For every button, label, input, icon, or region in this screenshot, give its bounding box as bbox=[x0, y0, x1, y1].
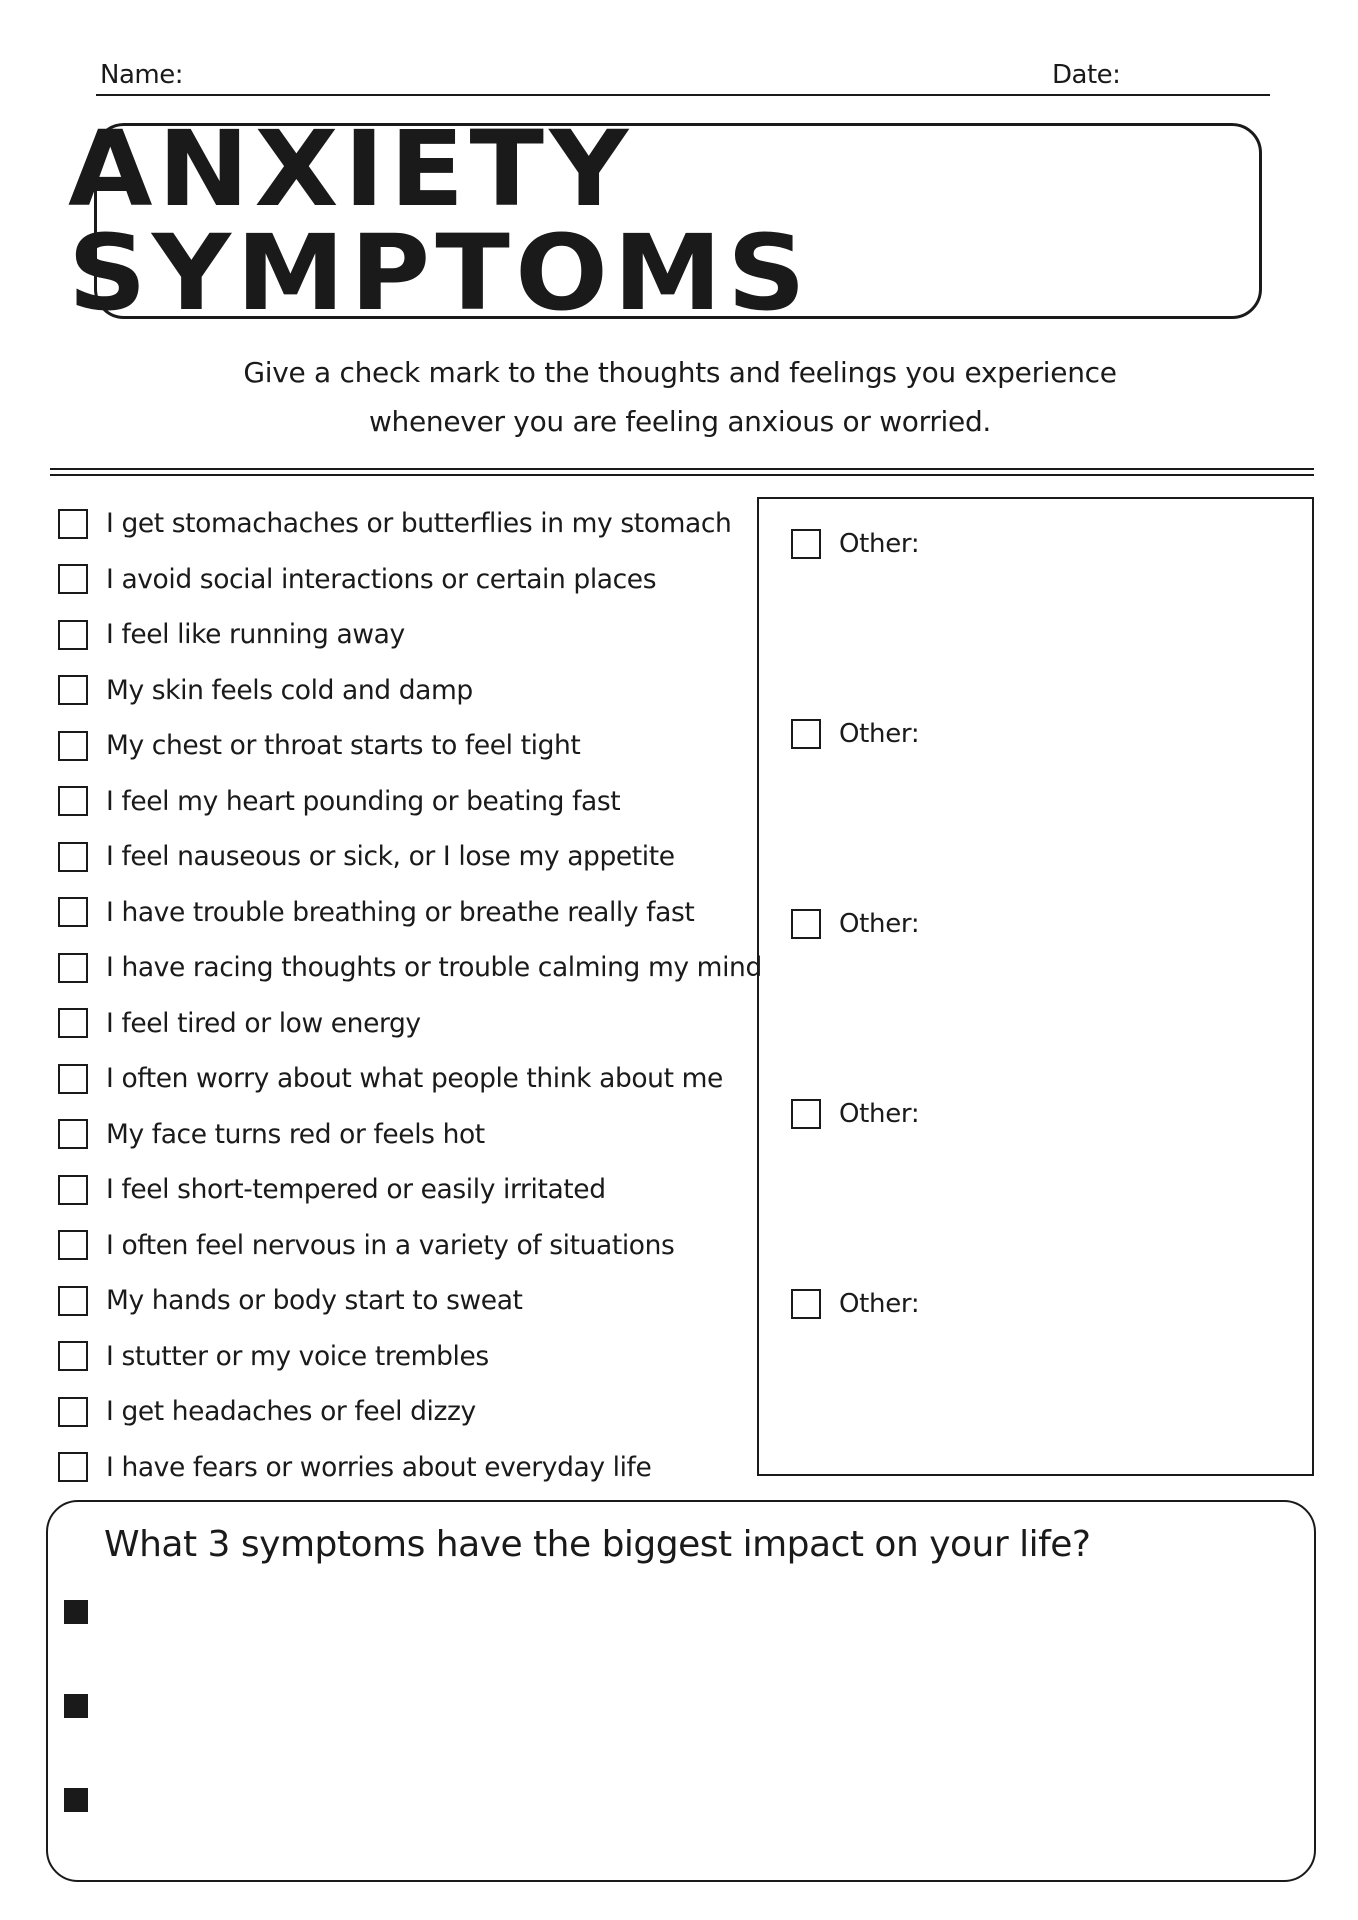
symptom-label: I avoid social interactions or certain places bbox=[106, 563, 657, 595]
title-box bbox=[67, 108, 1262, 334]
checkbox[interactable] bbox=[58, 897, 88, 927]
checkbox[interactable] bbox=[58, 1175, 88, 1205]
list-item[interactable] bbox=[58, 829, 738, 885]
symptom-label: I get headaches or feel dizzy bbox=[106, 1396, 476, 1428]
symptom-label: I have racing thoughts or trouble calming my mind bbox=[106, 952, 762, 984]
name-label: Name: bbox=[100, 60, 183, 90]
list-item[interactable] bbox=[58, 1329, 738, 1385]
checkbox[interactable] bbox=[58, 1119, 88, 1149]
symptom-label: I feel tired or low energy bbox=[106, 1007, 421, 1039]
double-rule-divider bbox=[50, 468, 1314, 476]
symptom-label: I feel my heart pounding or beating fast bbox=[106, 785, 621, 817]
checkbox[interactable] bbox=[58, 1452, 88, 1482]
checkbox[interactable] bbox=[791, 529, 821, 559]
date-label: Date: bbox=[1052, 60, 1121, 90]
checkbox[interactable] bbox=[58, 1286, 88, 1316]
checkbox[interactable] bbox=[58, 953, 88, 983]
symptom-label: I feel nauseous or sick, or I lose my appetite bbox=[106, 841, 675, 873]
symptom-checklist bbox=[58, 496, 762, 1495]
list-item[interactable] bbox=[58, 774, 738, 830]
checkbox[interactable] bbox=[58, 675, 88, 705]
symptom-label: I often worry about what people think about me bbox=[106, 1063, 723, 1095]
checkbox[interactable] bbox=[58, 1064, 88, 1094]
checkbox[interactable] bbox=[58, 842, 88, 872]
header-line bbox=[96, 60, 1270, 96]
bullet-square-icon bbox=[64, 1694, 88, 1718]
checkbox[interactable] bbox=[58, 509, 88, 539]
symptom-label: I feel like running away bbox=[106, 619, 405, 651]
other-box bbox=[757, 497, 1314, 1476]
list-item[interactable] bbox=[58, 1107, 738, 1163]
symptom-label: My hands or body start to sweat bbox=[106, 1285, 523, 1317]
list-item[interactable] bbox=[58, 940, 762, 996]
bullet-square-icon bbox=[64, 1600, 88, 1624]
impact-question: What 3 symptoms have the biggest impact on your life? bbox=[104, 1524, 1091, 1565]
other-item[interactable] bbox=[791, 719, 919, 749]
checkbox[interactable] bbox=[58, 786, 88, 816]
checkbox[interactable] bbox=[58, 620, 88, 650]
list-item[interactable] bbox=[58, 1273, 738, 1329]
checkbox[interactable] bbox=[58, 1397, 88, 1427]
checkbox[interactable] bbox=[791, 1289, 821, 1319]
instructions-line-2: whenever you are feeling anxious or worried. bbox=[368, 405, 992, 438]
other-item[interactable] bbox=[791, 1289, 919, 1319]
checkbox[interactable] bbox=[58, 1230, 88, 1260]
symptom-label: I often feel nervous in a variety of situations bbox=[106, 1229, 675, 1261]
list-item[interactable] bbox=[58, 552, 738, 608]
checkbox[interactable] bbox=[58, 731, 88, 761]
list-item[interactable] bbox=[58, 1384, 738, 1440]
symptom-label: My face turns red or feels hot bbox=[106, 1118, 485, 1150]
list-item[interactable] bbox=[58, 996, 738, 1052]
instructions bbox=[140, 348, 1220, 446]
list-item[interactable] bbox=[58, 607, 738, 663]
checkbox[interactable] bbox=[791, 909, 821, 939]
checkbox[interactable] bbox=[58, 564, 88, 594]
symptom-label: I have trouble breathing or breathe really fast bbox=[106, 896, 695, 928]
symptom-label: My skin feels cold and damp bbox=[106, 674, 473, 706]
symptom-label: My chest or throat starts to feel tight bbox=[106, 730, 581, 762]
other-label: Other: bbox=[839, 719, 920, 749]
page-title: ANXIETY SYMPTOMS bbox=[67, 108, 812, 334]
other-label: Other: bbox=[839, 1099, 920, 1129]
instructions-line-1: Give a check mark to the thoughts and feelings you experience bbox=[243, 356, 1117, 389]
other-item[interactable] bbox=[791, 529, 919, 559]
list-item[interactable] bbox=[58, 718, 738, 774]
other-item[interactable] bbox=[791, 909, 919, 939]
other-item[interactable] bbox=[791, 1099, 919, 1129]
symptom-label: I stutter or my voice trembles bbox=[106, 1340, 489, 1372]
list-item[interactable] bbox=[58, 1051, 738, 1107]
other-label: Other: bbox=[839, 529, 920, 559]
list-item[interactable] bbox=[58, 496, 738, 552]
impact-box bbox=[46, 1500, 1316, 1882]
symptom-label: I have fears or worries about everyday life bbox=[106, 1451, 652, 1483]
checkbox[interactable] bbox=[791, 1099, 821, 1129]
list-item[interactable] bbox=[58, 1162, 738, 1218]
bullet-square-icon bbox=[64, 1788, 88, 1812]
list-item[interactable] bbox=[58, 663, 738, 719]
list-item[interactable] bbox=[58, 885, 738, 941]
symptom-label: I feel short-tempered or easily irritated bbox=[106, 1174, 606, 1206]
checkbox[interactable] bbox=[58, 1341, 88, 1371]
symptom-label: I get stomachaches or butterflies in my stomach bbox=[106, 508, 732, 540]
list-item[interactable] bbox=[58, 1218, 738, 1274]
checkbox[interactable] bbox=[58, 1008, 88, 1038]
other-label: Other: bbox=[839, 909, 920, 939]
list-item[interactable] bbox=[58, 1440, 738, 1496]
other-label: Other: bbox=[839, 1289, 920, 1319]
checkbox[interactable] bbox=[791, 719, 821, 749]
